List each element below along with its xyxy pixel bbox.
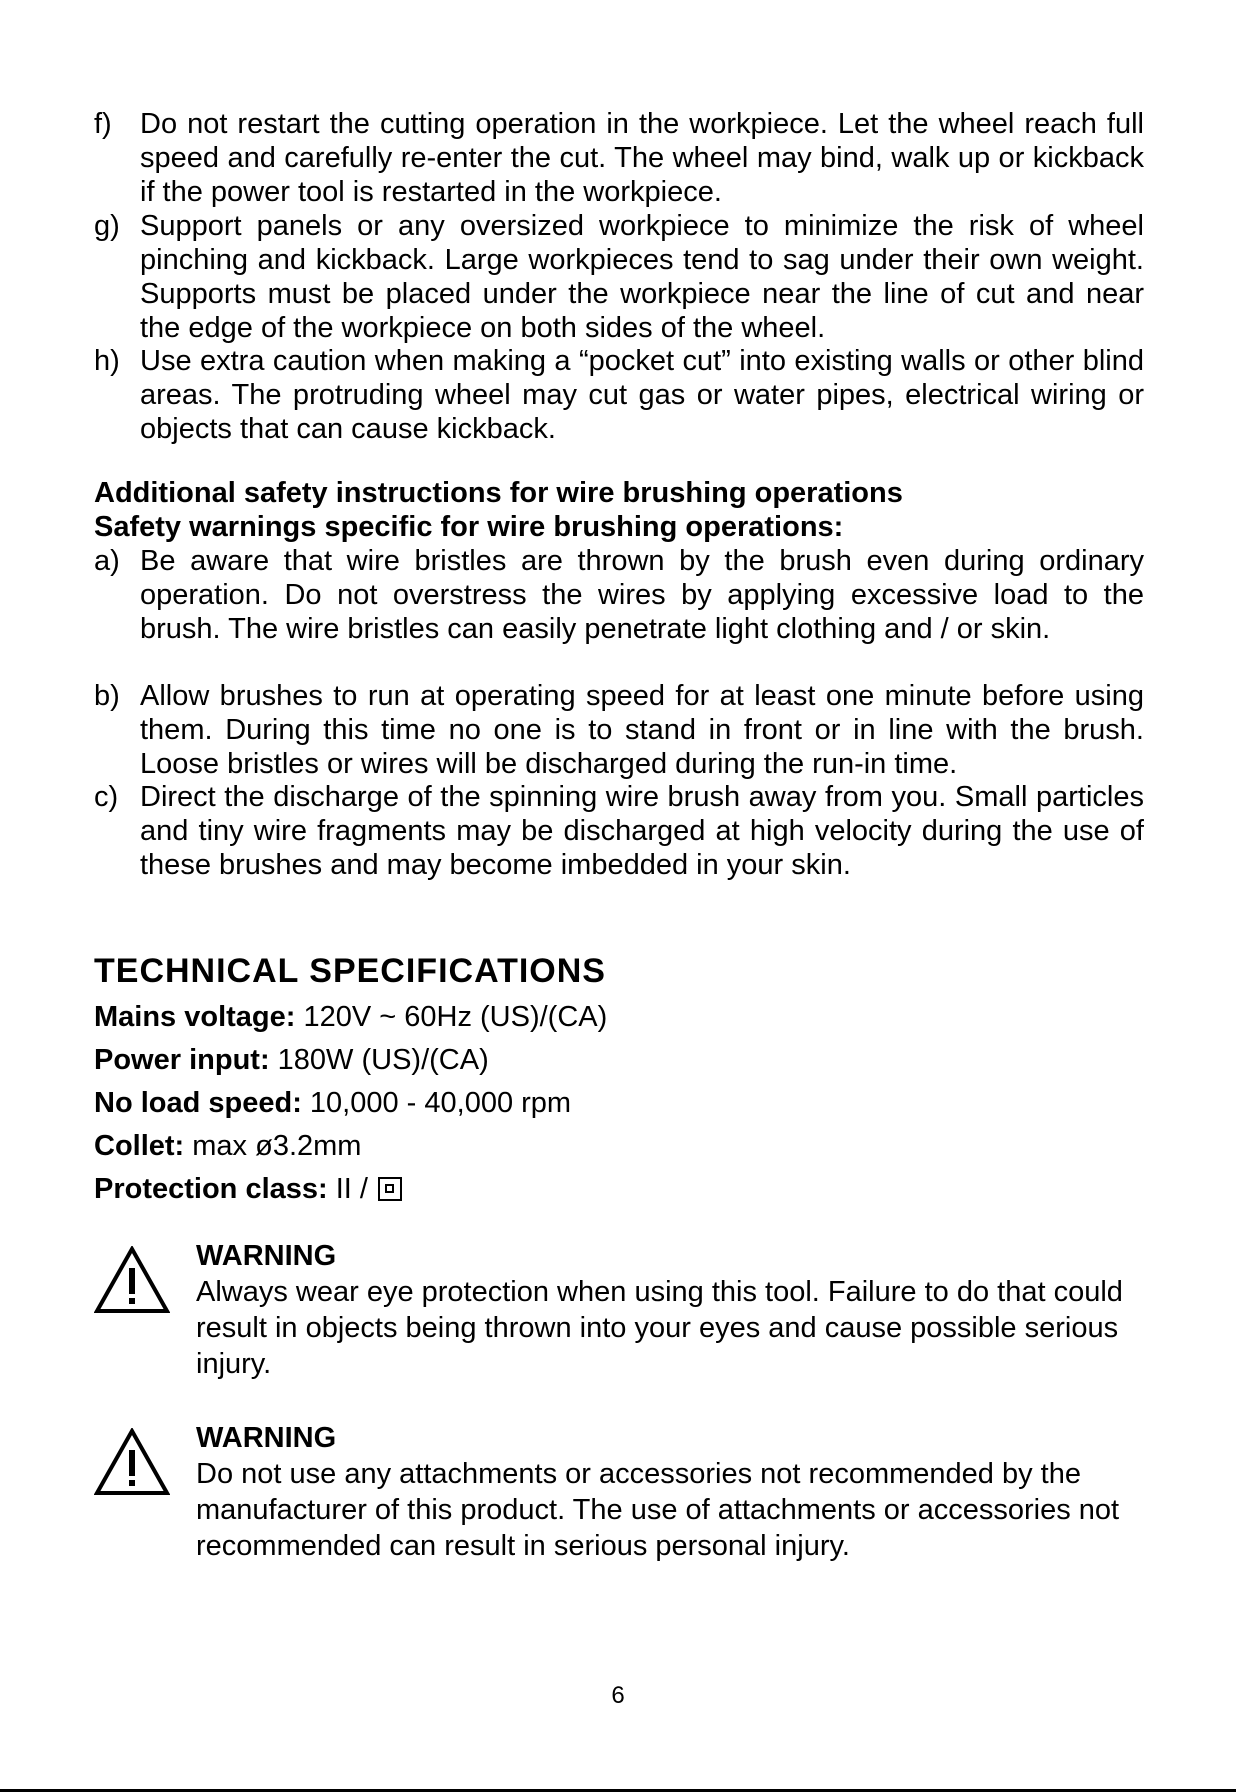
- section-heading: Additional safety instructions for wire brushing operations: [94, 477, 903, 509]
- spec-row-no-load-speed: [94, 1086, 571, 1120]
- item-text: Support panels or any oversized workpiece to minimize the risk of wheel pinching and kickback. Large workpieces tend to sag under their own weight. Supports must be placed under the workpiece near the line of cut and near the edge of the workpiece on both sides of the wheel.: [140, 210, 1144, 344]
- list-item-h: [94, 344, 1144, 446]
- specs-title: TECHNICAL SPECIFICATIONS: [94, 952, 606, 990]
- item-text: Use extra caution when making a “pocket cut” into existing walls or other blind areas. The protruding wheel may cut gas or water pipes, electrical wiring or objects that can cause kickback.: [140, 345, 1144, 445]
- item-label: a): [94, 545, 120, 577]
- spec-row-mains-voltage: [94, 1000, 607, 1034]
- spec-row-power-input: [94, 1043, 489, 1077]
- warning-text: Always wear eye protection when using this tool. Failure to do that could result in objects being thrown into your eyes and cause possible serious injury.: [196, 1276, 1123, 1380]
- double-insulation-icon: [378, 1177, 402, 1201]
- warning-text: Do not use any attachments or accessories not recommended by the manufacturer of this product. The use of attachments or accessories not recommended can result in serious personal injury.: [196, 1458, 1120, 1562]
- spec-key: Protection class:: [94, 1173, 328, 1205]
- page-number: 6: [611, 1682, 625, 1709]
- spec-key: Power input:: [94, 1044, 270, 1076]
- list-item-a: [94, 544, 1144, 646]
- list-item-b: [94, 679, 1144, 781]
- item-text: Do not restart the cutting operation in the workpiece. Let the wheel reach full speed and carefully re-enter the cut. The wheel may bind, walk up or kickback if the power tool is restarted in the workpiece.: [140, 108, 1144, 208]
- spec-key: No load speed:: [94, 1087, 302, 1119]
- spec-value: 10,000 - 40,000 rpm: [301, 1087, 572, 1119]
- spec-key: Mains voltage:: [94, 1001, 296, 1033]
- item-label: c): [94, 781, 119, 813]
- warning-block-attachments: [94, 1420, 1154, 1564]
- item-text: Allow brushes to run at operating speed for at least one minute before using them. During this time no one is to stand in front or in line with the brush. Loose bristles or wires will be discharged during the run-in time.: [140, 680, 1144, 780]
- list-item-f: [94, 107, 1144, 209]
- warning-triangle-icon: [94, 1428, 170, 1496]
- list-item-g: [94, 209, 1144, 345]
- warning-triangle-icon: [94, 1246, 170, 1314]
- spec-row-protection-class: [94, 1172, 402, 1206]
- spec-value: 180W (US)/(CA): [269, 1044, 489, 1076]
- spec-value: 120V ~ 60Hz (US)/(CA): [295, 1001, 608, 1033]
- item-label: b): [94, 680, 120, 712]
- warning-block-eye-protection: [94, 1238, 1154, 1382]
- spec-key: Collet:: [94, 1130, 185, 1162]
- section-subheading: Safety warnings specific for wire brushing operations:: [94, 511, 844, 543]
- warning-title: WARNING: [196, 1422, 337, 1454]
- warning-title: WARNING: [196, 1240, 337, 1272]
- item-label: g): [94, 210, 120, 242]
- item-label: h): [94, 345, 120, 377]
- spec-value: II /: [327, 1173, 377, 1205]
- item-text: Direct the discharge of the spinning wire brush away from you. Small particles and tiny wire fragments may be discharged at high velocity during the use of these brushes and may become imbedded in your skin.: [140, 781, 1144, 881]
- item-text: Be aware that wire bristles are thrown by the brush even during ordinary operation. Do not overstress the wires by applying excessive load to the brush. The wire bristles can easily penetrate light clothing and / or skin.: [140, 545, 1144, 645]
- spec-value: max ø3.2mm: [184, 1130, 362, 1162]
- item-label: f): [94, 108, 112, 140]
- list-item-c: [94, 780, 1144, 882]
- spec-row-collet: [94, 1129, 361, 1163]
